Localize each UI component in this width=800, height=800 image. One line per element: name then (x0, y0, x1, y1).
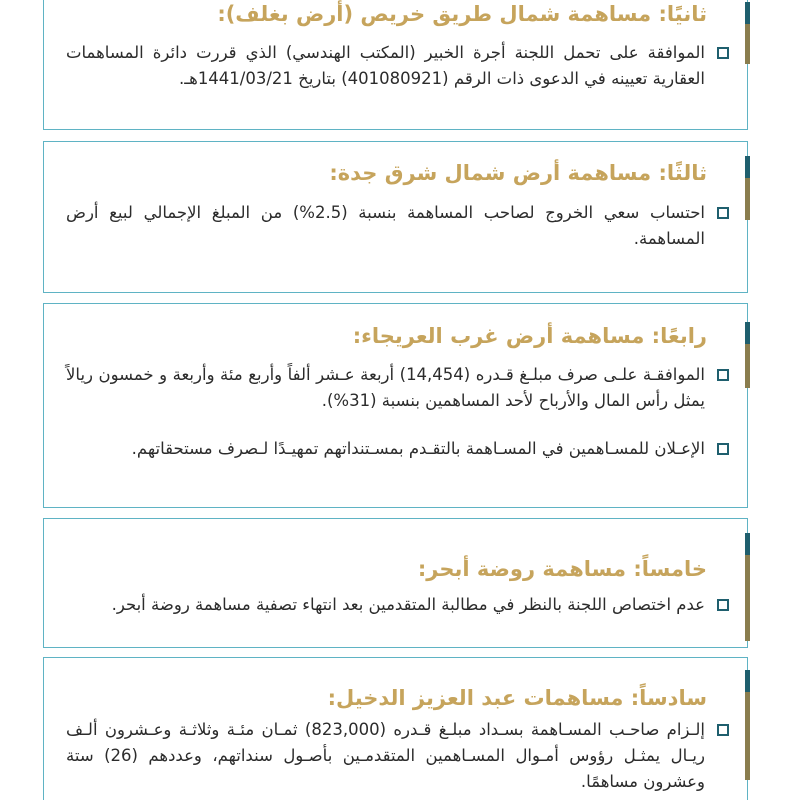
section-card-2 (43, 0, 748, 130)
section-title: سادساً: مساهمات عبد العزيز الدخيل: (327, 686, 707, 710)
list-item-text: عدم اختصاص اللجنة بالنظر في مطالبة المتقدمين بعد انتهاء تصفية مساهمة روضة أبحر. (111, 595, 705, 614)
square-bullet-icon (717, 207, 729, 219)
list-item-text: احتساب سعي الخروج لصاحب المساهمة بنسبة (2.5%) من المبلغ الإجمالي لبيع أرض المساهمة. (66, 203, 706, 248)
list-item (66, 436, 729, 462)
section-card-5 (43, 518, 748, 648)
section-title: ثانيًا: مساهمة شمال طريق خريص (أرض بغلف): (217, 2, 707, 26)
section-accent-bar (745, 322, 750, 388)
list-item-text: الموافقـة علـى صرف مبلـغ قـدره (14,454) أربعة عـشر ألفاً وأربع مئة وأربعة و خمسون ريالاً يمثل رأس المال والأرباح لأحد المساهمين بنسبة (31%). (66, 365, 705, 410)
section-card-6 (43, 657, 748, 800)
square-bullet-icon (717, 724, 729, 736)
list-item-text: الإعـلان للمسـاهمين في المسـاهمة بالتقـدم بمسـتنداتهم تمهيـدًا لـصرف مستحقاتهم. (131, 439, 705, 458)
square-bullet-icon (717, 47, 729, 59)
section-card-4 (43, 303, 748, 508)
square-bullet-icon (717, 599, 729, 611)
section-accent-bar (745, 156, 750, 220)
section-title: رابعًا: مساهمة أرض غرب العريجاء: (352, 324, 707, 348)
list-item (66, 362, 729, 414)
list-item-text: الموافقة على تحمل اللجنة أجرة الخبير (المكتب الهندسي) الذي قررت دائرة المساهمات العقارية تعيينه في الدعوى ذات الرقم (401080921) بتاريخ 1441/03/21هـ. (66, 43, 705, 88)
section-title: خامساً: مساهمة روضة أبحر: (417, 557, 707, 581)
section-accent-bar (745, 533, 750, 641)
list-item-text: إلـزام صاحـب المسـاهمة بسـداد مبلـغ قـدره (823,000) ثمـان مئـة وثلاثـة وعـشرون ألـف ريـال يمثـل رؤوس أمـوال المسـاهمين المتقدمـين بأصـول سنداتهم، وعددهم (26) ستة وعشرون مساهمًا. (66, 720, 705, 791)
section-accent-bar (745, 2, 750, 64)
section-title: ثالثًا: مساهمة أرض شمال شرق جدة: (329, 161, 707, 185)
list-item (66, 592, 729, 618)
list-item (66, 40, 729, 92)
square-bullet-icon (717, 369, 729, 381)
list-item (66, 200, 729, 252)
square-bullet-icon (717, 443, 729, 455)
section-card-3 (43, 141, 748, 293)
list-item (66, 717, 729, 795)
section-accent-bar (745, 670, 750, 780)
